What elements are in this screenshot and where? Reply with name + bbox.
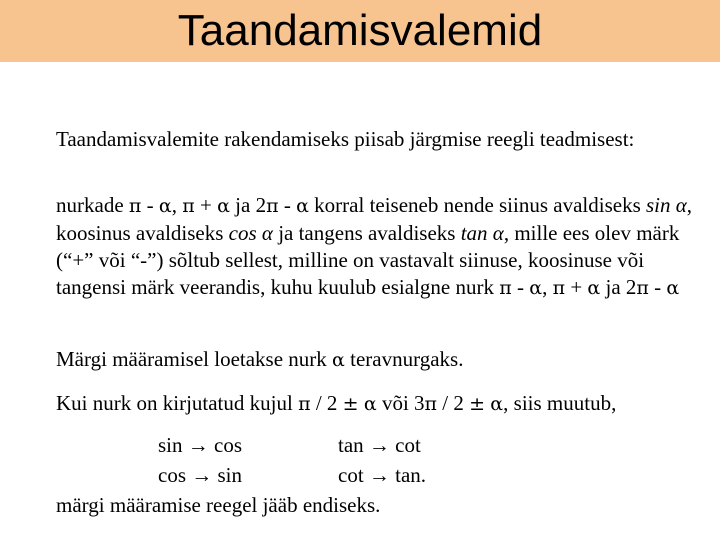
pi-symbol: π: [182, 195, 195, 217]
alpha-symbol: α: [587, 277, 601, 299]
pi-symbol: π: [424, 393, 438, 415]
text: ja 2: [600, 275, 637, 299]
alpha-symbol: α: [332, 349, 345, 371]
conversion-paragraph: [56, 390, 696, 418]
tan-alpha: tan α: [460, 221, 504, 245]
text: +: [565, 275, 588, 299]
plus-minus-symbol: ±: [342, 393, 359, 415]
text: -: [141, 193, 159, 217]
alpha-symbol: α: [158, 195, 172, 217]
text: -: [648, 275, 667, 299]
text: +: [194, 193, 218, 217]
text: Märgi määramisel loetakse nurk: [56, 347, 333, 371]
formula-cos-to-sin: cos → sin: [158, 463, 242, 487]
cos-alpha: cos α: [228, 221, 273, 245]
alpha-symbol: α: [490, 393, 504, 415]
title-bar: [0, 0, 720, 62]
text: Kui nurk on kirjutatud kujul: [56, 391, 299, 415]
intro-paragraph: Taandamisvalemite rakendamiseks piisab järgmise reegli teadmisest:: [56, 127, 635, 151]
text: teravnurgaks.: [344, 347, 464, 371]
pi-symbol: π: [266, 195, 279, 217]
text: korral teiseneb nende siinus avaldiseks: [308, 193, 646, 217]
alpha-symbol: α: [666, 277, 680, 299]
formula-sin-to-cos: sin → cos: [158, 433, 242, 457]
formula-tan-to-cot: tan → cot: [338, 433, 421, 457]
text: või 3: [376, 391, 425, 415]
formula-cot-to-tan: cot → tan.: [338, 463, 427, 487]
text: / 2: [437, 391, 470, 415]
pi-symbol: π: [298, 393, 311, 415]
text: / 2: [310, 391, 343, 415]
alpha-symbol: α: [529, 277, 543, 299]
text: , koosinus avaldiseks: [56, 193, 693, 245]
sin-alpha: sin α: [646, 193, 687, 217]
plus-minus-symbol: ±: [469, 393, 486, 415]
slide-title: Taandamisvalemid: [177, 6, 543, 55]
text: -: [278, 193, 297, 217]
alpha-symbol: α: [296, 195, 309, 217]
pi-symbol: π: [636, 277, 649, 299]
alpha-symbol: α: [217, 195, 230, 217]
text: ja tangens avaldiseks: [272, 221, 461, 245]
text: ,: [542, 275, 553, 299]
pi-symbol: π: [128, 195, 142, 217]
text: , mille ees olev märk (“+” või “-”) sõltub sellest, milline on vastavalt siinuse, koosinuse või tangensi märk veerandis, kuhu kuulub esialgne nurk: [56, 221, 680, 299]
pi-symbol: π: [552, 277, 566, 299]
text: -: [511, 275, 530, 299]
text: ja 2: [229, 193, 267, 217]
pi-symbol: π: [499, 277, 512, 299]
rule-paragraph: [56, 192, 696, 302]
closing-paragraph: märgi määramise reegel jääb endiseks.: [56, 493, 381, 517]
alpha-symbol: α: [363, 393, 377, 415]
text: nurkade: [56, 193, 129, 217]
sign-rule-paragraph: [56, 346, 696, 374]
text: , siis muutub,: [503, 391, 617, 415]
text: ,: [171, 193, 183, 217]
